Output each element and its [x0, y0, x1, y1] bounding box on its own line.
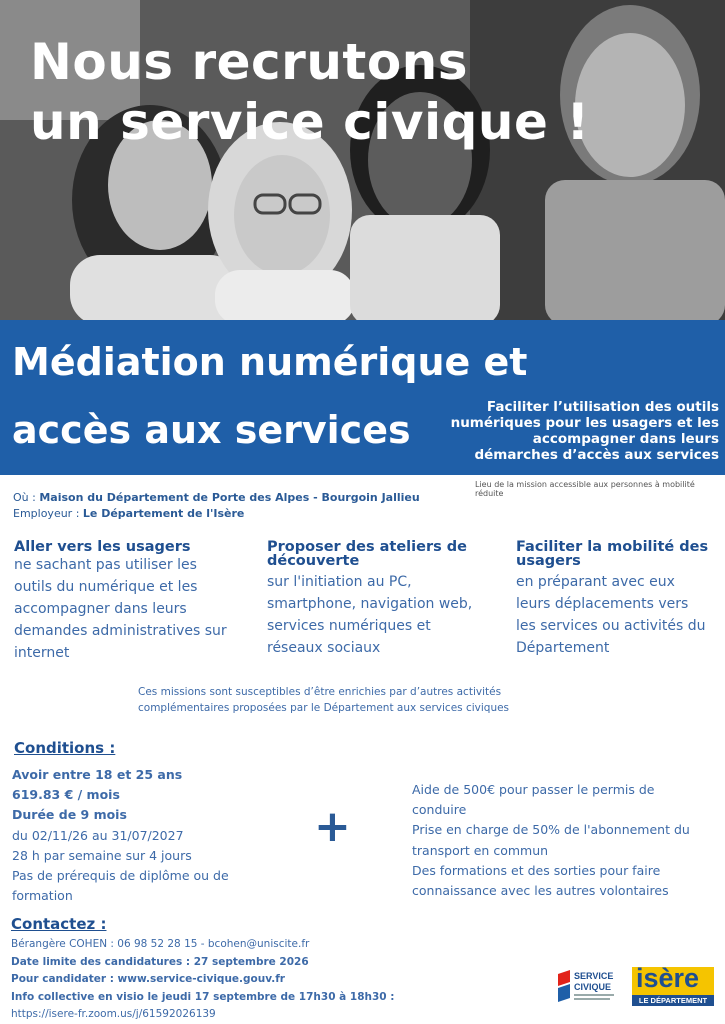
mission-subtitle-line: numériques pour les usagers et les: [450, 415, 719, 431]
condition-duration: Durée de 9 mois: [12, 807, 127, 823]
conditions-heading: Conditions :: [14, 739, 116, 757]
mission-title: Proposer des ateliers de découverte: [267, 539, 468, 569]
contact-heading: Contactez :: [11, 915, 107, 933]
mission-column-2: [267, 540, 477, 659]
zoom-link[interactable]: https://isere-fr.zoom.us/j/61592026139: [11, 1008, 216, 1020]
mission-title: Faciliter la mobilité des usagers: [516, 539, 709, 569]
benefits-list: [412, 780, 712, 901]
service-civique-mark: [556, 968, 620, 1008]
contact-person[interactable]: Bérangère COHEN : 06 98 52 28 15 - bcohen@uniscite.fr: [11, 938, 310, 950]
isere-wordmark: isère: [636, 963, 700, 993]
mission-text: ne sachant pas utiliser les outils du numérique et les accompagner dans leurs demandes administratives sur internet: [14, 557, 227, 661]
application-link[interactable]: Pour candidater : www.service-civique.gouv.fr: [11, 973, 285, 985]
mission-column-3: [516, 540, 712, 659]
mission-subtitle-line: Faciliter l’utilisation des outils: [486, 399, 719, 415]
headline-line-2: un service civique !: [30, 93, 590, 151]
condition-hours: 28 h par semaine sur 4 jours: [12, 847, 192, 863]
mission-title-line-1: Médiation numérique et: [12, 340, 528, 384]
mission-subtitle-line: accompagner dans leurs: [532, 431, 719, 447]
mission-text: en préparant avec eux leurs déplacements vers les services ou activités du Département: [516, 574, 706, 656]
employer-line: [13, 506, 244, 522]
mission-text: sur l'initiation au PC, smartphone, navigation web, services numériques et réseaux sociaux: [267, 574, 473, 656]
hero-photo: [0, 0, 725, 320]
missions-note: [138, 684, 568, 716]
employer-label: Employeur :: [13, 507, 83, 520]
service-civique-line1: SERVICE: [574, 971, 614, 981]
isere-tagline: LE DÉPARTEMENT: [632, 995, 714, 1006]
headline-line-1: Nous recrutons: [30, 33, 469, 91]
isere-logo-top: [632, 963, 714, 995]
mission-subtitle-line: démarches d’accès aux services: [474, 447, 719, 463]
isere-logo: [632, 963, 714, 1007]
service-civique-logo: [556, 968, 620, 1008]
condition-dates: du 02/11/26 au 31/07/2027: [12, 827, 184, 843]
mission-subtitle: [429, 399, 719, 463]
employer-value: Le Département de l'Isère: [82, 507, 245, 520]
mission-column-1: [14, 540, 229, 664]
location-line: [13, 490, 420, 506]
contact-details: [11, 936, 431, 1024]
conditions-list: [12, 765, 272, 906]
missions-note-line: complémentaires proposées par le Département aux services civiques: [138, 702, 510, 714]
mission-title-band: [0, 320, 725, 475]
mission-title-line-2: accès aux services: [12, 408, 411, 452]
missions-note-line: Ces missions sont susceptibles d’être enrichies par d’autres activités: [138, 686, 502, 698]
condition-prereq: Pas de prérequis de diplôme ou de formation: [12, 868, 229, 904]
where-value: Maison du Département de Porte des Alpes - Bourgoin Jallieu: [39, 491, 420, 504]
condition-age: Avoir entre 18 et 25 ans: [12, 767, 183, 782]
condition-salary: 619.83 € / mois: [12, 787, 120, 803]
plus-sign: +: [314, 801, 351, 852]
service-civique-line2: CIVIQUE: [574, 982, 612, 992]
benefit-item: Aide de 500€ pour passer le permis de conduire: [412, 782, 655, 818]
benefit-item: Des formations et des sorties pour faire connaissance avec les autres volontaires: [412, 862, 669, 899]
where-label: Où :: [13, 491, 40, 504]
application-deadline: Date limite des candidatures : 27 septembre 2026: [11, 955, 309, 968]
mission-title: Aller vers les usagers: [14, 539, 191, 555]
info-session: Info collective en visio le jeudi 17 septembre de 17h30 à 18h30 :: [11, 990, 395, 1003]
accessibility-note: Lieu de la mission accessible aux personnes à mobilité réduite: [475, 480, 695, 498]
benefit-item: Prise en charge de 50% de l'abonnement du transport en commun: [412, 822, 690, 858]
